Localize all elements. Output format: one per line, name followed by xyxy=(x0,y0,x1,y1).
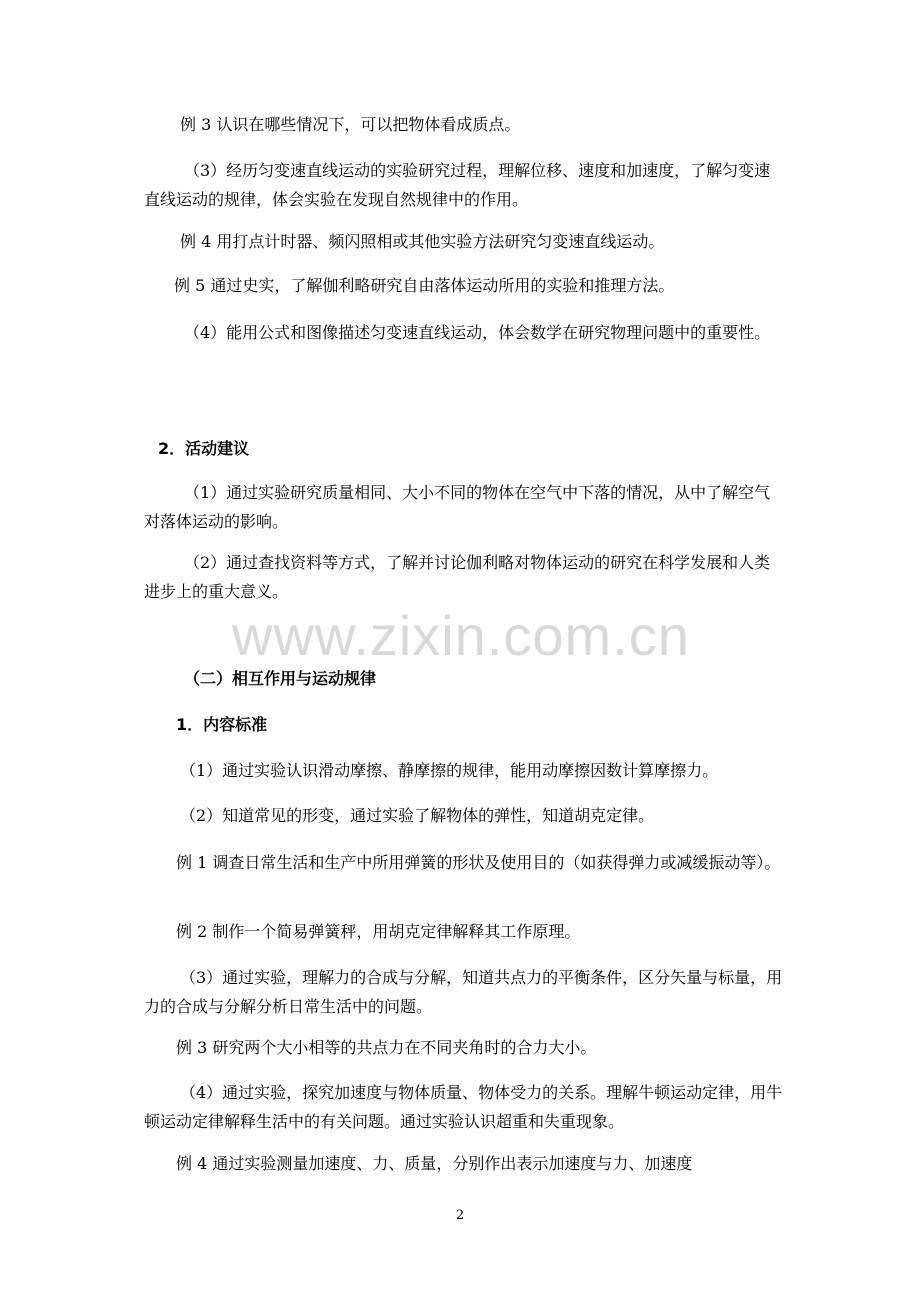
example-3b-paragraph: 例 3 研究两个大小相等的共点力在不同夹角时的合力大小。 xyxy=(176,1038,597,1057)
watermark: www.zixin.com.cn xyxy=(232,604,690,667)
example-3-paragraph: 例 3 认识在哪些情况下，可以把物体看成质点。 xyxy=(180,115,521,134)
page-number: 2 xyxy=(455,1208,465,1223)
example-4-paragraph: 例 4 用打点计时器、频闪照相或其他实验方法研究匀变速直线运动。 xyxy=(180,232,665,251)
content-1-paragraph: （1）通过实验认识滑动摩擦、静摩擦的规律，能用动摩擦因数计算摩擦力。 xyxy=(180,761,719,780)
section-heading-activity: 2．活动建议 xyxy=(158,439,250,458)
content-3-paragraph: （3）通过实验，理解力的合成与分解，知道共点力的平衡条件，区分矢量与标量，用力的合成与分解分析日常生活中的问题。 xyxy=(144,968,783,1016)
content-2-paragraph: （2）知道常见的形变，通过实验了解物体的弹性，知道胡克定律。 xyxy=(180,806,655,825)
item-3-paragraph: （3）经历匀变速直线运动的实验研究过程，理解位移、速度和加速度，了解匀变速直线运动的规律，体会实验在发现自然规律中的作用。 xyxy=(144,161,771,209)
content-4-paragraph: （4）通过实验，探究加速度与物体质量、物体受力的关系。理解牛顿运动定律，用牛顿运动定律解释生活中的有关问题。通过实验认识超重和失重现象。 xyxy=(144,1083,783,1131)
example-2-paragraph: 例 2 制作一个简易弹簧秤，用胡克定律解释其工作原理。 xyxy=(176,922,581,941)
item-4-paragraph: （4）能用公式和图像描述匀变速直线运动，体会数学在研究物理问题中的重要性。 xyxy=(184,323,771,342)
activity-2-paragraph: （2）通过查找资料等方式，了解并讨论伽利略对物体运动的研究在科学发展和人类进步上的重大意义。 xyxy=(144,553,771,601)
chapter-heading: （二）相互作用与运动规律 xyxy=(184,669,377,688)
example-1-paragraph: 例 1 调查日常生活和生产中所用弹簧的形状及使用目的（如获得弹力或减缓振动等）。 xyxy=(176,853,781,872)
example-5-paragraph: 例 5 通过史实，了解伽利略研究自由落体运动所用的实验和推理方法。 xyxy=(174,276,675,295)
example-4b-paragraph: 例 4 通过实验测量加速度、力、质量，分别作出表示加速度与力、加速度 xyxy=(176,1154,693,1173)
activity-1-paragraph: （1）通过实验研究质量相同、大小不同的物体在空气中下落的情况，从中了解空气对落体运动的影响。 xyxy=(144,483,771,531)
section-heading-content: 1．内容标准 xyxy=(176,715,268,734)
